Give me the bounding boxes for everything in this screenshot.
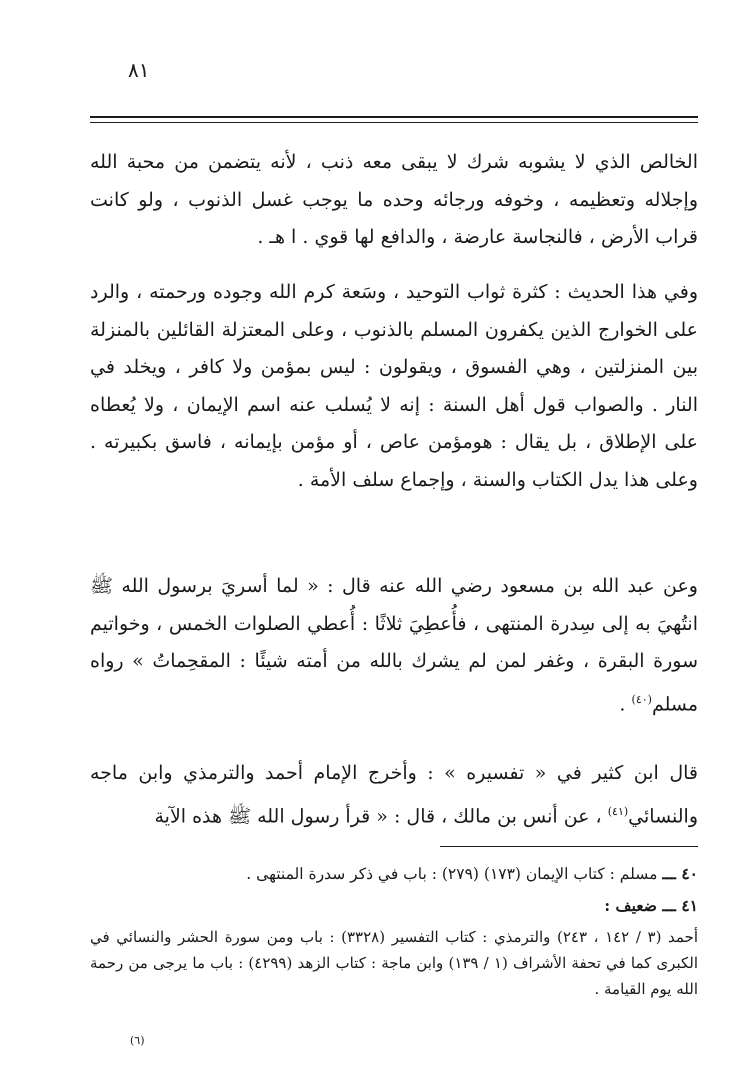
footnote-41-heading: ضعيف : bbox=[604, 896, 663, 915]
footnote-ref-40[interactable]: (٤٠) bbox=[631, 692, 652, 706]
paragraph-1: الخالص الذي لا يشوبه شرك لا يبقى معه ذنب ، لأنه يتضمن من محبة الله وإجلاله وتعظيمه ، وخوفه ورجائه وحده ما يوجب غسل الذنوب ، ولو كانت قراب الأرض ، فالنجاسة عارضة ، والدافع لها قوي . ا هـ . bbox=[90, 151, 698, 248]
footnote-40-number: ٤٠ ـــ bbox=[662, 864, 698, 883]
footnote-41-text: أحمد (٣ / ١٤٢ ، ٢٤٣) والترمذي : كتاب التفسير (٣٣٢٨) : باب ومن سورة الحشر والنسائي في الكبرى كما في تحفة الأشراف (١ / ١٣٩) وابن ماجة : كتاب الزهد (٤٢٩٩) : باب ما يرجى من رحمة الله يوم القيامة . bbox=[90, 928, 699, 998]
paragraph-3-text: وعن عبد الله بن مسعود رضي الله عنه قال : « لما أسريَ برسول الله ﷺ انتُهيَ به إلى سِدرة المنتهى ، فأُعطِيَ ثلاثًا : أُعطي الصلوات الخمس ، وخواتيم سورة البقرة ، وغفر لمن لم يشرك بالله من أمته شيئًا : المقحِماتُ » رواه مسلم bbox=[90, 575, 698, 715]
page-number: ٨١ bbox=[128, 58, 150, 82]
paragraph-3 bbox=[90, 568, 698, 723]
paragraph-4-text-a: قال ابن كثير في « تفسيره » : وأخرج الإمام أحمد والترمذي وابن ماجه والنسائي bbox=[90, 762, 698, 827]
footnote-40-text: مسلم : كتاب الإيمان (١٧٣) (٢٧٩) : باب في ذكر سدرة المنتهى . bbox=[246, 865, 663, 883]
paragraph-4 bbox=[90, 755, 698, 835]
footer-mark: (٦) bbox=[130, 1034, 145, 1047]
header-rule bbox=[90, 116, 698, 123]
footnote-rule bbox=[440, 846, 698, 847]
footnote-41-number: ٤١ ـــ bbox=[662, 896, 698, 915]
paragraph-4-text-b: ، عن أنس بن مالك ، قال : « قرأ رسول الله ﷺ هذه الآية bbox=[154, 804, 608, 827]
paragraph-3-end: . bbox=[619, 692, 632, 715]
header-rule-thin bbox=[90, 122, 698, 123]
header-rule-thick bbox=[90, 116, 698, 118]
footnote-40 bbox=[90, 860, 698, 888]
footnote-41 bbox=[90, 892, 698, 920]
footnote-ref-41[interactable]: (٤١) bbox=[607, 804, 629, 818]
paragraph-2: وفي هذا الحديث : كثرة ثواب التوحيد ، وسَعة كرم الله وجوده ورحمته ، والرد على الخوارج الذين يكفرون المسلم بالذنوب ، وعلى المعتزلة القائلين بالمنزلة بين المنزلتين ، وهي الفسوق ، ويقولون : ليس بمؤمن ولا كافر ، ويخلد في النار . والصواب قول أهل السنة : إنه لا يُسلب عنه اسم الإيمان ، ولا يُعطاه على الإطلاق ، بل يقال : هومؤمن عاص ، أو مؤمن بإيمانه ، فاسق بكبيرته . وعلى هذا يدل الكتاب والسنة ، وإجماع سلف الأمة . bbox=[90, 281, 698, 491]
footnotes bbox=[90, 860, 698, 1002]
